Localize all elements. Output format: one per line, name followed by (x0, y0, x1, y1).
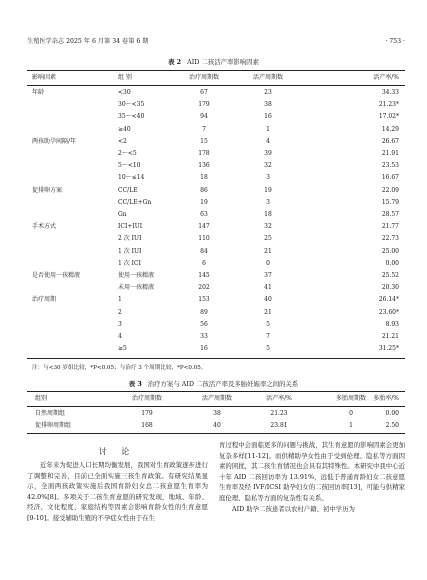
cell-cycles: 168 (141, 422, 153, 429)
col-header-rate: 活产率/% (373, 74, 399, 81)
cell-cycles: 178 (198, 150, 210, 157)
discussion-heading: 讨 论 (98, 447, 136, 456)
t3-col-header-live: 活产周期数 (201, 395, 232, 402)
cell-group: 2 (118, 308, 122, 316)
table-row (27, 172, 405, 184)
table2-bottom-rule (27, 358, 405, 359)
table-row (27, 148, 405, 160)
cell-rate: 23.60* (378, 308, 399, 316)
cell-cycles: 147 (198, 223, 210, 231)
cell-factor: 促排卵方案 (32, 186, 63, 194)
cell-live: 23 (264, 89, 272, 96)
cell-group: ≥5 (118, 345, 127, 353)
cell-group: 2～<5 (118, 150, 137, 157)
col-header-factor: 影响因素 (32, 74, 57, 81)
cell-cycles: 136 (198, 162, 210, 170)
cell-live: 16 (264, 113, 272, 121)
table2-label: 表 2 (168, 58, 182, 66)
cell-multi: 1 (349, 422, 353, 429)
cell-rate: 14.29 (381, 125, 399, 133)
table3-caption (0, 380, 427, 388)
cell-cycles: 145 (198, 272, 210, 279)
table2-caption (0, 58, 427, 66)
cell-cycles: 56 (200, 320, 208, 328)
cell-cycles: 202 (198, 284, 210, 292)
cell-rate: 28.57 (381, 211, 399, 218)
cell-group: CC/LE+Gn (118, 198, 152, 206)
cell-live: 4 (266, 137, 270, 145)
cell-live: 21 (264, 247, 272, 255)
table2-top-rule (27, 70, 405, 71)
discussion-right-column (219, 440, 405, 514)
cell-rate: 17.02* (378, 113, 399, 121)
table-row (27, 197, 405, 209)
discussion-right-paragraph-2: AID 助孕二孩患者以农村户籍、初中学历为 (232, 504, 355, 513)
cell-rate: 21.23 (270, 410, 288, 417)
cell-live: 5 (266, 345, 270, 353)
discussion-left-paragraph: 近年来为促进人口长期均衡发展，我国对生育政策逐步进行了调整和完善，目前已全面实施三孩生育政策。有研究结果显示，全面两孩政策实施后我国育龄妇女总二孩意愿生育率为 42.0%[8]。多项关于二孩生育意愿的研究发现，地域、年龄、经济、文化程度、家庭结构等因素会影响育龄女性的生育意愿[9-10]。接受辅助生殖的不孕症女性由于在生 (27, 461, 208, 522)
cell-live: 32 (264, 162, 272, 170)
cell-group: <30 (118, 89, 131, 96)
discussion-right-paragraph-1: 育过程中会面临更多的问题与挑战，其生育意愿的影响因素会更加复杂多样[11-12]。而供精助孕女性由于受到伦理、隐私等方面因素的困扰，其二孩生育情况也会具有其特殊性。本研究中我中心近十年 AID 二孩回访率为 13.91%，远低于普通育龄妇女二孩意愿生育率及经 IVF/ICSI 助孕妇女的二孩回访率[13]，可能与供精家庭伦理、隐私等方面的复杂性有关系。 (219, 441, 405, 502)
cell-rate: 16.67 (381, 174, 399, 182)
cell-group: Gn (118, 211, 127, 218)
cell-group: 35～<40 (118, 113, 145, 121)
table3-title: 治疗方案与 AID 二孩活产率及多胎妊娠率之间的关系 (147, 380, 299, 388)
cell-cycles: 84 (200, 247, 208, 255)
cell-live: 21 (264, 308, 272, 316)
cell-cycles: 179 (198, 101, 210, 109)
cell-cycles: 94 (200, 113, 208, 121)
table-row (27, 343, 405, 355)
cell-rate: 0.00 (385, 259, 399, 267)
cell-cycles: 89 (200, 308, 208, 316)
cell-rate: 8.93 (385, 320, 399, 328)
cell-group: 1 次 ICI (118, 259, 141, 267)
cell-factor: 手术方式 (32, 223, 57, 231)
table3-header-row (27, 393, 405, 405)
cell-rate: 26.14* (378, 296, 399, 304)
cell-rate: 20.30 (381, 284, 399, 292)
discussion-left-column (27, 460, 208, 524)
cell-rate: 31.25* (378, 345, 399, 353)
cell-factor: 是否使用一孩精液 (32, 272, 81, 279)
table-row (27, 307, 405, 319)
cell-rate: 21.77 (381, 223, 399, 231)
table-row (27, 331, 405, 343)
table-row (27, 185, 405, 197)
table-row (27, 111, 405, 123)
cell-group: 10～≤14 (118, 174, 145, 182)
cell-rate: 15.79 (381, 198, 399, 206)
journal-header (27, 38, 405, 46)
cell-group: 使用一孩精液 (118, 272, 155, 279)
table-row (27, 124, 405, 136)
cell-group: 1 (118, 296, 122, 304)
t3-col-header-group: 组别 (35, 395, 48, 402)
t3-col-header-mrate: 多胎率/% (373, 395, 399, 402)
table-row (27, 270, 405, 282)
cell-group: 30～<35 (118, 101, 145, 109)
cell-group: ≥40 (118, 125, 131, 133)
cell-factor: 治疗周期 (32, 296, 57, 304)
table-row (27, 209, 405, 221)
cell-live: 25 (264, 235, 272, 243)
cell-rate: 21.21 (381, 333, 399, 340)
table2-note: 注：与<30 岁组比较，*P<0.05；与治疗 3 个周期比较，*P<0.05。 (32, 365, 207, 371)
cell-cycles: 7 (202, 125, 206, 133)
cell-live: 32 (264, 223, 272, 231)
table3-header-rule (27, 406, 405, 407)
cell-live: 0 (266, 259, 270, 267)
cell-factor: 两孩助孕间隔/年 (32, 137, 77, 145)
col-header-live: 活产周期数 (252, 74, 283, 81)
cell-cycles: 16 (200, 345, 208, 353)
page-number: · 753 · (385, 38, 405, 45)
cell-cycles: 86 (200, 186, 208, 194)
cell-multi: 0 (349, 410, 353, 417)
cell-group: 未用一孩精液 (118, 284, 155, 292)
cell-group: 2 次 IUI (118, 235, 142, 243)
table-row (27, 258, 405, 270)
cell-cycles: 110 (198, 235, 210, 243)
cell-rate: 26.67 (381, 137, 399, 145)
col-header-group: 组 别 (118, 74, 132, 81)
cell-rate: 34.33 (381, 89, 399, 96)
cell-live: 1 (266, 125, 270, 133)
table-row (27, 221, 405, 233)
table-row (27, 136, 405, 148)
cell-live: 39 (264, 150, 272, 157)
table2-header-row (27, 72, 405, 84)
t3-col-header-cycles: 治疗周期数 (131, 395, 162, 402)
table2-header-rule (27, 85, 405, 86)
cell-group: 1 次 IUI (118, 247, 142, 255)
table-row (27, 294, 405, 306)
cell-live: 40 (264, 296, 272, 304)
cell-group: 5～<10 (118, 162, 141, 170)
cell-cycles: 63 (200, 211, 208, 218)
cell-live: 3 (266, 198, 270, 206)
table-row (27, 246, 405, 258)
t3-col-header-multi: 多胎周期数 (335, 395, 366, 402)
cell-rate: 23.81 (270, 422, 288, 429)
cell-group: <2 (118, 137, 127, 145)
table-row (27, 99, 405, 111)
table-row (27, 408, 405, 420)
cell-cycles: 15 (200, 137, 208, 145)
cell-cycles: 179 (141, 410, 153, 417)
cell-cycles: 6 (202, 259, 206, 267)
cell-live: 38 (213, 410, 221, 417)
cell-live: 41 (264, 284, 272, 292)
table3-bottom-rule (27, 433, 405, 434)
table-row (27, 319, 405, 331)
col-header-cycles: 治疗周期数 (188, 74, 219, 81)
cell-live: 38 (264, 101, 272, 109)
cell-rate: 25.52 (381, 272, 399, 279)
cell-cycles: 153 (198, 296, 210, 304)
cell-live: 19 (264, 186, 272, 194)
cell-live: 18 (264, 211, 272, 218)
cell-group: CC/LE (118, 186, 138, 194)
cell-live: 37 (264, 272, 272, 279)
cell-mrate: 2.50 (385, 422, 399, 429)
table-row (27, 282, 405, 294)
cell-live: 5 (266, 320, 270, 328)
cell-rate: 21.23* (378, 101, 399, 109)
table2-title: AID 二孩活产率影响因素 (187, 58, 259, 66)
cell-cycles: 19 (200, 198, 208, 206)
cell-group: ICI+IUI (118, 223, 143, 231)
cell-rate: 25.00 (381, 247, 399, 255)
cell-live: 3 (266, 174, 270, 182)
table-row (27, 233, 405, 245)
cell-factor: 年龄 (32, 89, 45, 96)
cell-rate: 22.73 (381, 235, 399, 243)
cell-rate: 21.91 (381, 150, 399, 157)
table3-label: 表 3 (128, 380, 142, 388)
cell-group: 自然周期组 (35, 410, 66, 417)
cell-live: 7 (266, 333, 270, 340)
cell-cycles: 67 (200, 89, 208, 96)
table-row (27, 87, 405, 99)
cell-group: 促排卵周期组 (35, 422, 72, 429)
cell-cycles: 33 (200, 333, 208, 340)
cell-live: 40 (213, 422, 221, 429)
cell-rate: 22.09 (381, 186, 399, 194)
cell-rate: 23.53 (381, 162, 399, 170)
cell-cycles: 18 (200, 174, 208, 182)
cell-group: 4 (118, 333, 122, 340)
cell-group: 3 (118, 320, 122, 328)
journal-citation: 生殖医学杂志 2025 年 6 月第 34 卷第 6 期 (27, 38, 149, 45)
table3-top-rule (27, 391, 405, 392)
cell-mrate: 0.00 (385, 410, 399, 417)
table-row (27, 420, 405, 432)
table-row (27, 160, 405, 172)
t3-col-header-rate: 活产率/% (266, 395, 292, 402)
